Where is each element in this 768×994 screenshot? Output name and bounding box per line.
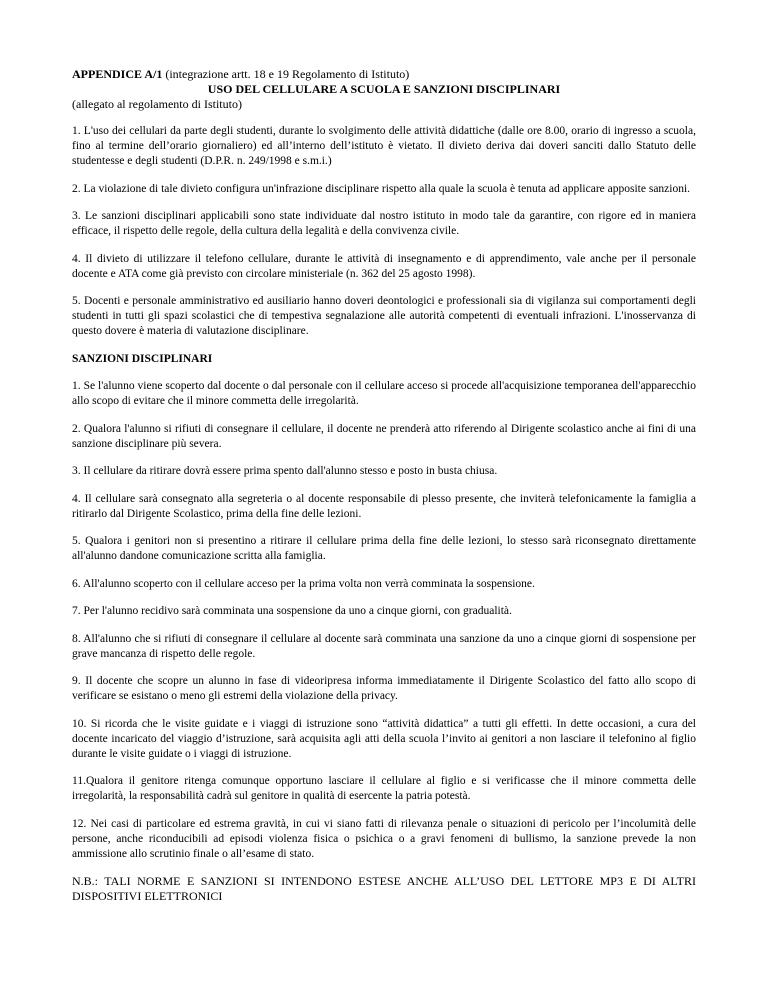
sanction-paragraph-5: 5. Qualora i genitori non si presentino a ritirare il cellulare prima della fine delle lezioni, lo stesso sarà riconsegnato direttamente all'alunno dandone comunicazione scritta alla famiglia.: [72, 535, 696, 562]
document-subtitle: (allegato al regolamento di Istituto): [72, 97, 242, 111]
sanction-paragraph-1: 1. Se l'alunno viene scoperto dal docente o dal personale con il cellulare acceso si procede all'acquisizione temporanea dell'apparecchio allo scopo di evitare che il minore commetta delle irregolarità.: [72, 380, 696, 407]
sanction-paragraph-12: 12. Nei casi di particolare ed estrema gravità, in cui vi siano fatti di rilevanza penale o situazioni di pericolo per l’incolumità delle persone, anche riconducibili ad episodi violenza fisica o psichica o a gravi fenomeni di bullismo, la sanzione prevede la non ammissione allo scrutinio finale o all’esame di stato.: [72, 817, 696, 860]
intro-section: [72, 124, 696, 339]
sanction-paragraph-11: 11.Qualora il genitore ritenga comunque opportuno lasciare il cellulare al figlio e si verificasse che il minore commetta delle irregolarità, la responsabilità cadrà sul genitore in qualità di esercente la patria potestà.: [72, 775, 696, 802]
document-title: USO DEL CELLULARE A SCUOLA E SANZIONI DISCIPLINARI: [207, 82, 561, 96]
intro-paragraph-2: 2. La violazione di tale divieto configura un'infrazione disciplinare rispetto alla quale la scuola è tenuta ad applicare apposite sanzioni.: [72, 182, 691, 195]
sanction-paragraph-8: 8. All'alunno che si rifiuti di consegnare il cellulare al docente sarà comminata una sanzione da uno a cinque giorni di sospensione per grave mancanza di rispetto delle regole.: [72, 632, 696, 660]
appendix-heading: [72, 67, 696, 82]
intro-paragraph-1: 1. L'uso dei cellulari da parte degli studenti, durante lo svolgimento delle attività didattiche (dalle ore 8.00, orario di ingresso a scuola, fino al termine dell’orario giornaliero) ed all’interno dell’istituto è vietato. Il divieto deriva dai doveri sanciti dallo Statuto delle studentesse e degli studenti (D.P.R. n. 249/1998 e s.m.i.): [72, 125, 696, 167]
sanction-paragraph-6: 6. All'alunno scoperto con il cellulare acceso per la prima volta non verrà comminata la sospensione.: [72, 577, 535, 590]
sanction-paragraph-2: 2. Qualora l'alunno si rifiuti di consegnare il cellulare, il docente ne prenderà atto riferendo al Dirigente scolastico anche ai fini di una sanzione disciplinare più severa.: [72, 422, 696, 450]
sanction-paragraph-7: 7. Per l'alunno recidivo sarà comminata una sospensione da uno a cinque giorni, con gradualità.: [72, 605, 512, 617]
appendix-note: (integrazione artt. 18 e 19 Regolamento di Istituto): [162, 67, 410, 81]
footer-note: N.B.: TALI NORME E SANZIONI SI INTENDONO ESTESE ANCHE ALL’USO DEL LETTORE MP3 E DI ALTRI DISPOSITIVI ELETTRONICI: [72, 874, 696, 903]
intro-paragraph-3: 3. Le sanzioni disciplinari applicabili sono state individuate dal nostro istituto in modo tale da garantire, con rigore ed in maniera efficace, il rispetto delle regole, della cultura della legalità e della convivenza civile.: [72, 210, 696, 237]
sanction-paragraph-10: 10. Si ricorda che le visite guidate e i viaggi di istruzione sono “attività didattica” a tutti gli effetti. In dette occasioni, a cura del docente incaricato del viaggio d’istruzione, sarà acquisita agli atti della scuola l’invito ai genitori a non lasciare il telefonino al figlio durante le visite guidate o i viaggi di istruzione.: [72, 717, 696, 760]
appendix-label: APPENDICE A/1: [72, 67, 163, 81]
intro-paragraph-5: 5. Docenti e personale amministrativo ed ausiliario hanno doveri deontologici e professionali sia di vigilanza sui comportamenti degli studenti in tutti gli spazi scolastici che di tempestiva segnalazione alle autorità competenti di eventuali infrazioni. L'inosservanza di questo dovere è materia di valutazione disciplinare.: [72, 295, 696, 337]
sanction-paragraph-9: 9. Il docente che scopre un alunno in fase di videoripresa informa immediatamente il Dirigente Scolastico del fatto allo scopo di verificare se esistano o meno gli estremi della violazione della privacy.: [72, 675, 696, 702]
sanctions-heading: SANZIONI DISCIPLINARI: [72, 352, 213, 365]
sanction-paragraph-4: 4. Il cellulare sarà consegnato alla segreteria o al docente responsabile di plesso presente, che inviterà telefonicamente la famiglia a ritirarlo dal Dirigente Scolastico, prima della fine delle lezioni.: [72, 492, 696, 520]
intro-paragraph-4: 4. Il divieto di utilizzare il telefono cellulare, durante le attività di insegnamento e di apprendimento, vale anche per il personale docente e ATA come già previsto con circolare ministeriale (n. 362 del 25 agosto 1998).: [72, 252, 696, 280]
sanctions-section: [72, 379, 696, 862]
sanction-paragraph-3: 3. Il cellulare da ritirare dovrà essere prima spento dall'alunno stesso e posto in busta chiusa.: [72, 465, 498, 477]
document-header: [72, 67, 696, 112]
